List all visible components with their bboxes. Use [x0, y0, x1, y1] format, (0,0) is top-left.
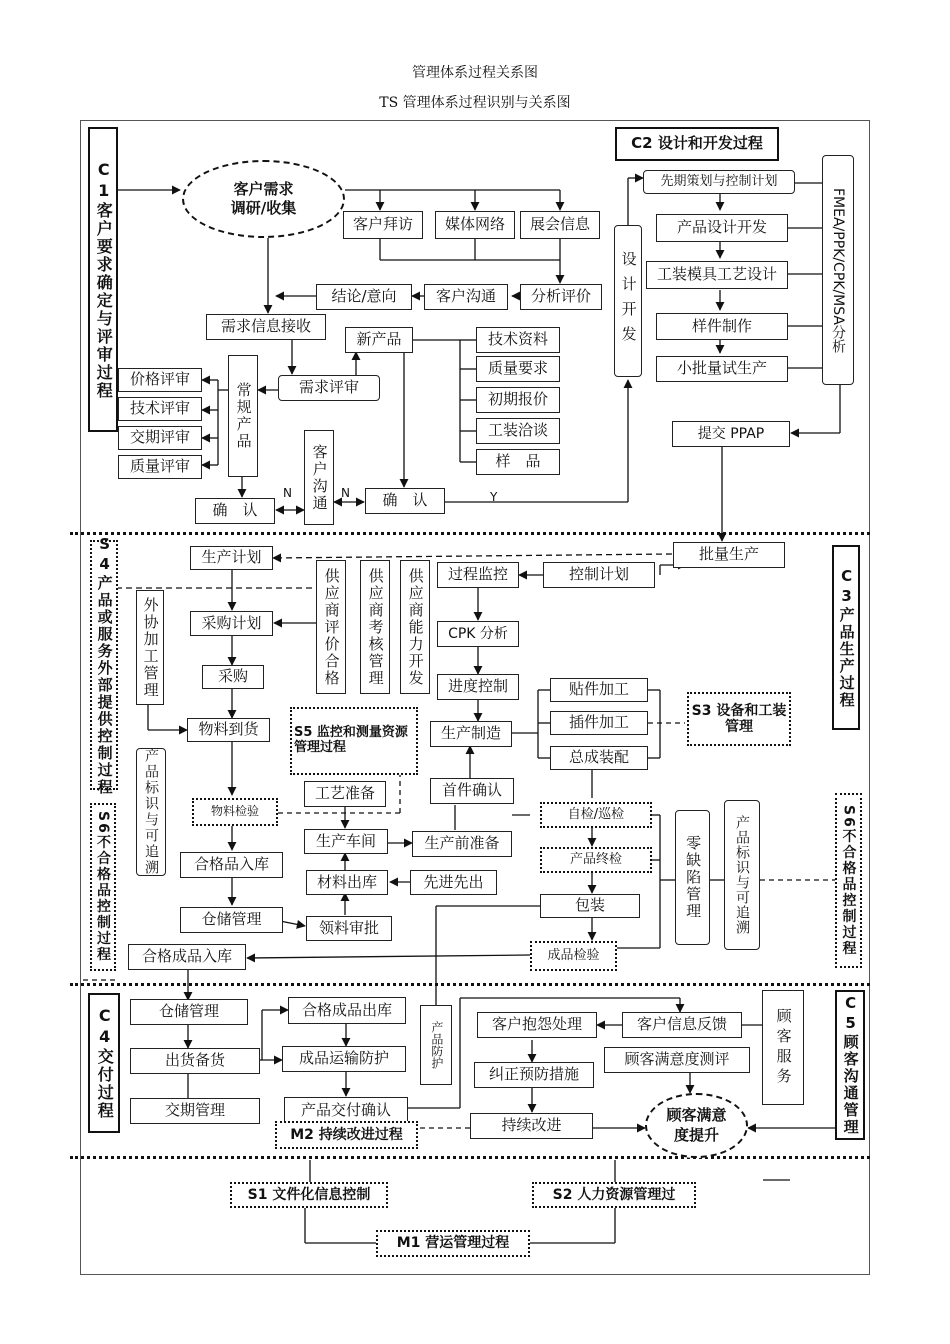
qualified-in-stock: 合格品入库	[180, 852, 283, 878]
s6-right: S6不合格品控制过程	[835, 793, 862, 968]
customer-comm-vertical: 客户沟通	[304, 430, 334, 525]
sample-box: 样 品	[476, 449, 560, 475]
new-product: 新产品	[345, 327, 413, 353]
m1-operation: M1 营运管理过程	[376, 1230, 530, 1257]
complaint-handling: 客户抱怨处理	[477, 1012, 597, 1038]
customer-feedback: 客户信息反馈	[622, 1012, 742, 1038]
final-inspection: 产品终检	[540, 847, 652, 873]
insert-processing: 插件加工	[550, 711, 648, 735]
tooling-process-design: 工装模具工艺设计	[646, 261, 788, 289]
tech-data: 技术资料	[476, 327, 560, 353]
m2-continuous: M2 持续改进过程	[275, 1121, 418, 1149]
first-piece-confirm: 首件确认	[430, 778, 514, 804]
packing: 包装	[540, 894, 640, 918]
main-title: 管理体系过程关系图	[412, 65, 538, 81]
label-y: Y	[490, 490, 498, 504]
fg-inspection: 成品检验	[530, 941, 617, 971]
purchase-plan: 采购计划	[190, 611, 273, 636]
c5-header: C5顾客沟通管理	[835, 990, 865, 1140]
price-review: 价格评审	[118, 368, 202, 392]
delivery-confirm: 产品交付确认	[284, 1097, 408, 1123]
fmea-text: FMEA/PPK/CPK/MSA分析	[830, 187, 847, 353]
purchase: 采购	[202, 665, 264, 689]
pre-production: 生产前准备	[412, 831, 512, 857]
design-development: 设计开发	[614, 225, 642, 377]
requisition-approval: 领料审批	[306, 916, 392, 941]
zero-defect: 零缺陷管理	[675, 810, 710, 945]
fifo: 先进先出	[410, 870, 497, 895]
material-inspection: 物料检验	[192, 798, 278, 826]
pilot-production: 小批量试生产	[656, 356, 788, 382]
trace-left: 产品标识与可追溯	[136, 748, 166, 876]
expo-info: 展会信息	[520, 211, 600, 239]
production-plan: 生产计划	[190, 546, 273, 570]
analysis-eval: 分析评价	[520, 284, 602, 310]
confirm-1: 确 认	[195, 498, 275, 524]
s3-equipment: S3 设备和工装管理	[687, 692, 791, 746]
separator-1	[70, 532, 870, 535]
c3-header: C3产品生产过程	[832, 545, 860, 730]
supplier-dev: 供应商能力开发	[400, 560, 430, 694]
fmea-analysis	[822, 155, 854, 385]
s4-header: S4产品或服务外部提供控制过程	[90, 540, 118, 790]
final-assembly: 总成装配	[550, 746, 648, 770]
cpk-analysis: CPK 分析	[437, 621, 519, 647]
fg-in-stock: 合格成品入库	[128, 944, 246, 970]
delivery-mgmt: 交期管理	[130, 1098, 260, 1124]
outsource-mgmt: 外协加工管理	[136, 590, 164, 705]
c4-header: C4交付过程	[88, 993, 120, 1133]
s1-document: S1 文件化信息控制	[230, 1182, 388, 1208]
satisfaction-eval: 顾客满意度测评	[604, 1047, 750, 1073]
conclusion-intent: 结论/意向	[316, 284, 412, 310]
initial-quote: 初期报价	[476, 387, 560, 413]
media-network: 媒体网络	[435, 211, 515, 239]
advance-planning: 先期策划与控制计划	[643, 170, 795, 194]
submit-ppap: 提交 PPAP	[672, 421, 790, 447]
material-arrival: 物料到货	[187, 718, 270, 742]
tooling-negotiation: 工装洽谈	[476, 418, 560, 444]
separator-3	[70, 1156, 870, 1159]
label-n1: N	[283, 486, 292, 500]
control-plan: 控制计划	[543, 562, 655, 588]
satisfaction-improve: 顾客满意 度提升	[645, 1093, 748, 1158]
material-out: 材料出库	[306, 870, 388, 895]
product-design: 产品设计开发	[656, 214, 788, 242]
supplier-eval: 供应商评价合格	[316, 560, 346, 694]
mass-production: 批量生产	[673, 542, 785, 568]
tech-review: 技术评审	[118, 397, 202, 421]
warehouse-mgmt: 仓储管理	[180, 907, 283, 933]
quality-review: 质量评审	[118, 455, 202, 479]
supplier-audit: 供应商考核管理	[360, 560, 390, 694]
product-protection: 产品防护	[420, 1005, 452, 1085]
corrective-preventive: 纠正预防措施	[474, 1062, 594, 1088]
regular-product: 常规产品	[228, 355, 258, 477]
shipment-prep: 出货备货	[130, 1048, 260, 1074]
quality-requirement: 质量要求	[476, 356, 560, 382]
customer-service: 顾客服务	[762, 990, 804, 1105]
process-monitor: 过程监控	[437, 562, 519, 588]
demand-receive: 需求信息接收	[206, 314, 326, 340]
production-workshop: 生产车间	[304, 829, 388, 854]
label-n2: N	[341, 486, 350, 500]
smt-processing: 贴件加工	[550, 678, 648, 702]
s2-hr: S2 人力资源管理过	[532, 1182, 696, 1208]
progress-control: 进度控制	[437, 674, 519, 700]
confirm-2: 确 认	[365, 488, 445, 514]
customer-survey: 客户需求 调研/收集	[182, 160, 345, 238]
c1-header: C1客户要求确定与评审过程	[88, 127, 118, 432]
transport-protection: 成品运输防护	[282, 1046, 406, 1072]
fg-outbound: 合格成品出库	[288, 997, 406, 1024]
s5-monitor-resource: S5 监控和测量资源管理过程	[290, 707, 418, 775]
c2-header: C2 设计和开发过程	[615, 127, 779, 161]
process-preparation: 工艺准备	[304, 781, 386, 807]
separator-2	[70, 983, 870, 986]
s6-left: S6不合格品控制过程	[90, 803, 116, 971]
continuous-improve: 持续改进	[470, 1113, 593, 1139]
sample-making: 样件制作	[656, 313, 788, 340]
trace-right: 产品标识与可追溯	[724, 800, 760, 950]
delivery-review: 交期评审	[118, 426, 202, 450]
sub-title: TS 管理体系过程识别与关系图	[379, 95, 571, 111]
c4-storage: 仓储管理	[130, 999, 248, 1025]
manufacturing: 生产制造	[430, 721, 512, 747]
self-inspection: 自检/巡检	[540, 802, 652, 828]
customer-visit: 客户拜访	[343, 211, 423, 239]
demand-review: 需求评审	[278, 375, 380, 401]
customer-communicate: 客户沟通	[424, 284, 508, 310]
